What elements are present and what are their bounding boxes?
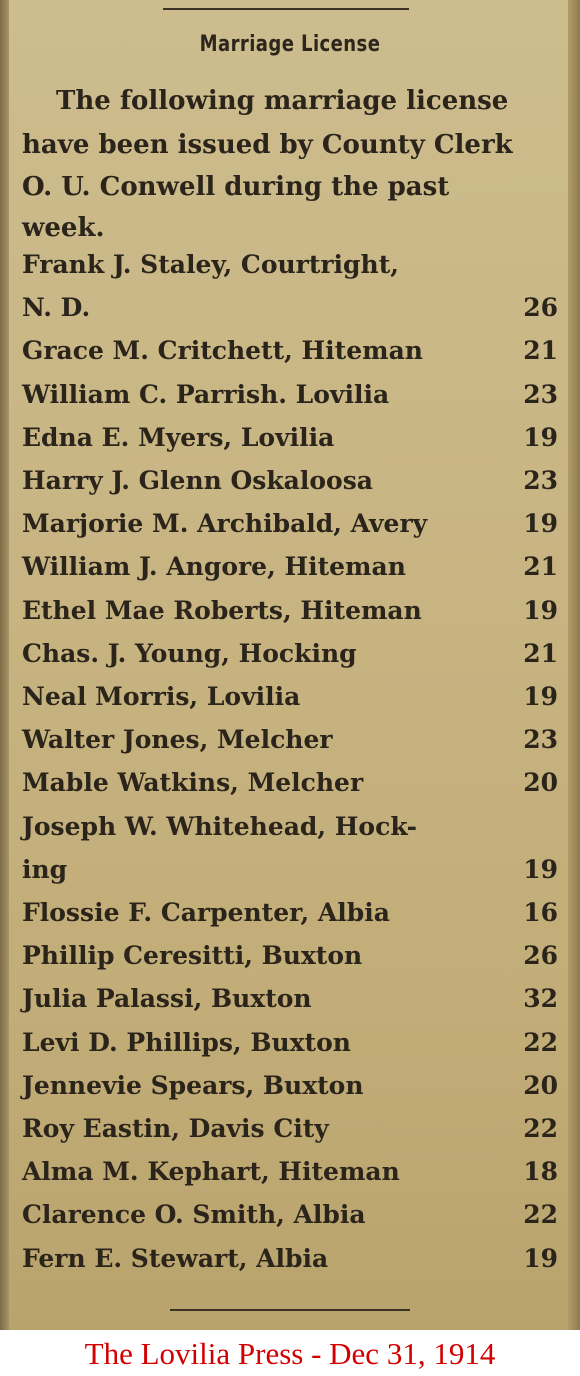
entry-name: Fern E. Stewart, Albia [22, 1243, 329, 1273]
entry-name: Julia Palassi, Buxton [22, 984, 312, 1014]
entry-age: 23 [523, 379, 558, 409]
license-entry [22, 1244, 558, 1284]
entry-name: Clarence O. Smith, Albia [22, 1200, 366, 1230]
entry-name: Mable Watkins, Melcher [22, 768, 364, 798]
entry-age: 22 [523, 1027, 558, 1057]
entry-age: 19 [523, 422, 558, 452]
entry-name: Neal Morris, Lovilia [22, 682, 301, 711]
entry-name: William J. Angore, Hiteman [22, 552, 406, 582]
top-rule [163, 8, 409, 10]
entry-name: Roy Eastin, Davis City [22, 1114, 329, 1143]
entry-name: Edna E. Myers, Lovilia [22, 422, 335, 452]
license-entry [22, 552, 558, 592]
entry-age: 26 [523, 293, 558, 323]
entry-name: N. D. [22, 293, 91, 323]
entry-age: 22 [523, 1200, 558, 1230]
license-entry [22, 941, 558, 981]
headline: Marriage License [199, 32, 381, 57]
license-entry [22, 466, 558, 506]
entry-age: 19 [523, 595, 558, 625]
entry-age: 19 [523, 854, 558, 884]
entry-age: 21 [523, 638, 558, 668]
entry-age: 19 [523, 1243, 558, 1273]
entry-name: Harry J. Glenn Oskaloosa [22, 466, 373, 495]
entry-age: 16 [523, 898, 558, 927]
license-entry [22, 984, 558, 1024]
license-entry [22, 1157, 558, 1197]
entry-age: 20 [523, 1070, 558, 1100]
entry-name: William C. Parrish. Lovilia [22, 379, 390, 409]
entry-age: 23 [523, 725, 558, 755]
entry-age: 23 [523, 466, 558, 495]
license-entry [22, 596, 558, 636]
license-entry [22, 1200, 558, 1240]
entry-name: Jennevie Spears, Buxton [22, 1070, 364, 1100]
license-entry [22, 768, 558, 808]
license-entry [22, 725, 558, 765]
source-caption: The Lovilia Press - Dec 31, 1914 [84, 1336, 496, 1371]
license-entry [22, 380, 558, 420]
entry-name: Alma M. Kephart, Hiteman [22, 1157, 400, 1187]
entry-name: Levi D. Phillips, Buxton [22, 1027, 351, 1057]
license-entry [22, 639, 558, 679]
entry-name: Walter Jones, Melcher [22, 725, 333, 755]
entry-age: 20 [523, 768, 558, 798]
license-entry [22, 1114, 558, 1154]
entry-name: Marjorie M. Archibald, Avery [22, 509, 428, 539]
license-entry [22, 855, 558, 895]
entry-age: 26 [523, 941, 558, 971]
entry-name: Grace M. Critchett, Hiteman [22, 336, 423, 366]
entry-name: Frank J. Staley, Courtright, [22, 250, 399, 279]
license-entry [22, 898, 558, 938]
entry-age: 18 [523, 1157, 558, 1187]
entry-name: Chas. J. Young, Hocking [22, 638, 357, 668]
intro-line: week. [22, 213, 105, 243]
license-entry [22, 1028, 558, 1068]
intro-line: The following marriage license [56, 86, 509, 116]
license-entry [22, 336, 558, 376]
entry-age: 19 [523, 682, 558, 711]
entry-age: 21 [523, 336, 558, 366]
license-entry [22, 1071, 558, 1111]
license-entry [22, 509, 558, 549]
license-entry [22, 293, 558, 333]
license-entry [22, 250, 558, 290]
entry-age: 22 [523, 1114, 558, 1143]
bottom-rule [170, 1309, 410, 1311]
license-entry [22, 812, 558, 852]
entry-name: ing [22, 854, 68, 884]
entry-age: 19 [523, 509, 558, 539]
license-entry [22, 682, 558, 722]
entry-name: Ethel Mae Roberts, Hiteman [22, 595, 422, 625]
entry-name: Joseph W. Whitehead, Hock- [22, 811, 418, 841]
entry-name: Flossie F. Carpenter, Albia [22, 898, 390, 927]
intro-line: O. U. Conwell during the past [22, 172, 450, 202]
entry-age: 21 [523, 552, 558, 582]
entry-name: Phillip Ceresitti, Buxton [22, 941, 363, 971]
license-entry [22, 423, 558, 463]
entry-age: 32 [523, 984, 558, 1014]
intro-line: have been issued by County Clerk [22, 130, 513, 160]
